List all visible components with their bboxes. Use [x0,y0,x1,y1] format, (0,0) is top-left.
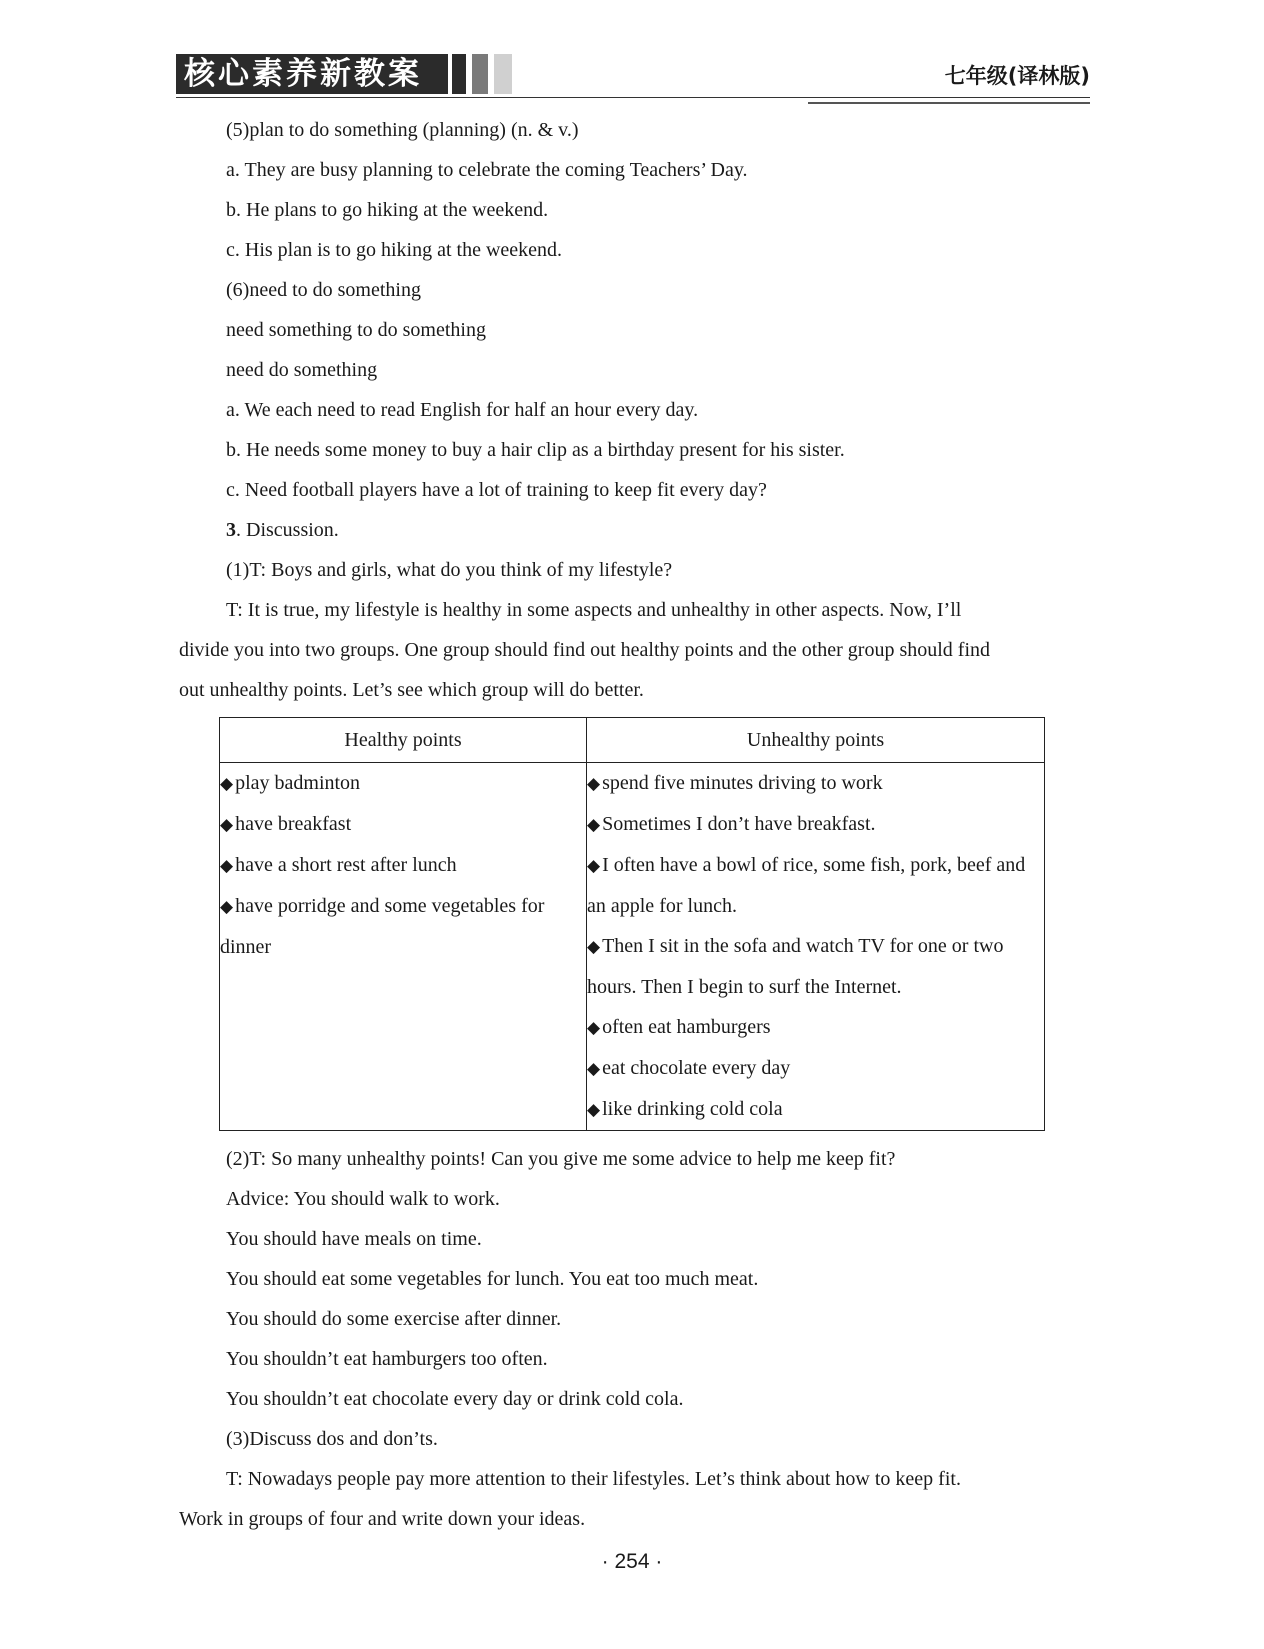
unhealthy-point [587,804,1044,845]
diamond-bullet-icon: ◆ [587,937,601,957]
point-text: play badminton [235,772,361,794]
header-bar-dark [452,54,466,94]
point-text: eat chocolate every day [602,1057,791,1079]
diamond-bullet-icon: ◆ [220,774,234,794]
mid-line: divide you into two groups. One group should find out healthy points and the other group should find [179,639,991,661]
discussion-number: 3 [226,519,236,541]
point-text: Sometimes I don’t have breakfast. [602,813,876,835]
mid-line: (1)T: Boys and girls, what do you think of my lifestyle? [226,559,673,581]
top-line: (6)need to do something [226,279,421,301]
mid-line: out unhealthy points. Let’s see which group will do better. [179,679,644,701]
bottom-line: You should have meals on time. [226,1228,482,1250]
diamond-bullet-icon: ◆ [587,856,601,876]
point-text: have breakfast [235,813,352,835]
healthy-point [220,763,586,804]
unhealthy-point [587,926,1044,1007]
point-text: Then I sit in the sofa and watch TV for one or two hours. Then I begin to surf the Internet. [587,935,1004,998]
unhealthy-points-cell [587,763,1045,1131]
healthy-points-cell [220,763,587,1131]
header-bar-mid [472,54,488,94]
unhealthy-point [587,845,1044,926]
diamond-bullet-icon: ◆ [587,1100,601,1120]
header-bar-light [494,54,512,94]
page-body [179,110,1089,1539]
top-line: a. We each need to read English for half an hour every day. [226,399,699,421]
top-line: c. Need football players have a lot of training to keep fit every day? [226,479,767,501]
unhealthy-point [587,763,1044,804]
section-bottom [179,1139,1089,1539]
discussion-label: . Discussion. [236,519,339,541]
diamond-bullet-icon: ◆ [587,1018,601,1038]
discussion-heading [179,510,1089,550]
bottom-line: Advice: You should walk to work. [226,1188,500,1210]
mid-line: T: It is true, my lifestyle is healthy in some aspects and unhealthy in other aspects. Now, I’ll [226,599,962,621]
section-top [179,110,1089,510]
point-text: often eat hamburgers [602,1016,771,1038]
grade-label: 七年级(译林版) [944,64,1090,88]
bottom-line: T: Nowadays people pay more attention to their lifestyles. Let’s think about how to keep fit. [226,1468,961,1490]
section-mid [179,550,1089,710]
unhealthy-header: Unhealthy points [587,718,1045,763]
page-header [176,52,1090,98]
healthy-point [220,804,586,845]
header-rule-accent [808,102,1090,104]
point-text: spend five minutes driving to work [602,772,883,794]
page-number: · 254 · [601,1550,663,1573]
diamond-bullet-icon: ◆ [220,897,234,917]
point-text: have porridge and some vegetables for dinner [220,895,545,958]
unhealthy-point [587,1089,1044,1130]
healthy-header: Healthy points [220,718,587,763]
point-text: I often have a bowl of rice, some fish, pork, beef and an apple for lunch. [587,854,1026,917]
top-line: need do something [226,359,378,381]
bottom-line: You shouldn’t eat chocolate every day or drink cold cola. [226,1388,684,1410]
healthy-point [220,845,586,886]
bottom-line: You should do some exercise after dinner. [226,1308,562,1330]
diamond-bullet-icon: ◆ [220,815,234,835]
bottom-line: Work in groups of four and write down your ideas. [179,1508,586,1530]
points-table [219,717,1045,1131]
point-text: like drinking cold cola [602,1098,783,1120]
top-line: b. He plans to go hiking at the weekend. [226,199,549,221]
header-rule [176,97,1090,98]
unhealthy-point [587,1048,1044,1089]
brand-logo: 核心素养新教案 [176,54,448,94]
diamond-bullet-icon: ◆ [220,856,234,876]
bottom-line: You shouldn’t eat hamburgers too often. [226,1348,548,1370]
point-text: have a short rest after lunch [235,854,457,876]
top-line: a. They are busy planning to celebrate the coming Teachers’ Day. [226,159,748,181]
diamond-bullet-icon: ◆ [587,774,601,794]
bottom-line: You should eat some vegetables for lunch. You eat too much meat. [226,1268,759,1290]
top-line: need something to do something [226,319,486,341]
diamond-bullet-icon: ◆ [587,1059,601,1079]
top-line: (5)plan to do something (planning) (n. & v.) [226,119,579,141]
diamond-bullet-icon: ◆ [587,815,601,835]
unhealthy-point [587,1007,1044,1048]
bottom-line: (2)T: So many unhealthy points! Can you give me some advice to help me keep fit? [226,1148,896,1170]
top-line: b. He needs some money to buy a hair clip as a birthday present for his sister. [226,439,845,461]
healthy-point [220,886,586,967]
top-line: c. His plan is to go hiking at the weekend. [226,239,563,261]
bottom-line: (3)Discuss dos and don’ts. [226,1428,438,1450]
